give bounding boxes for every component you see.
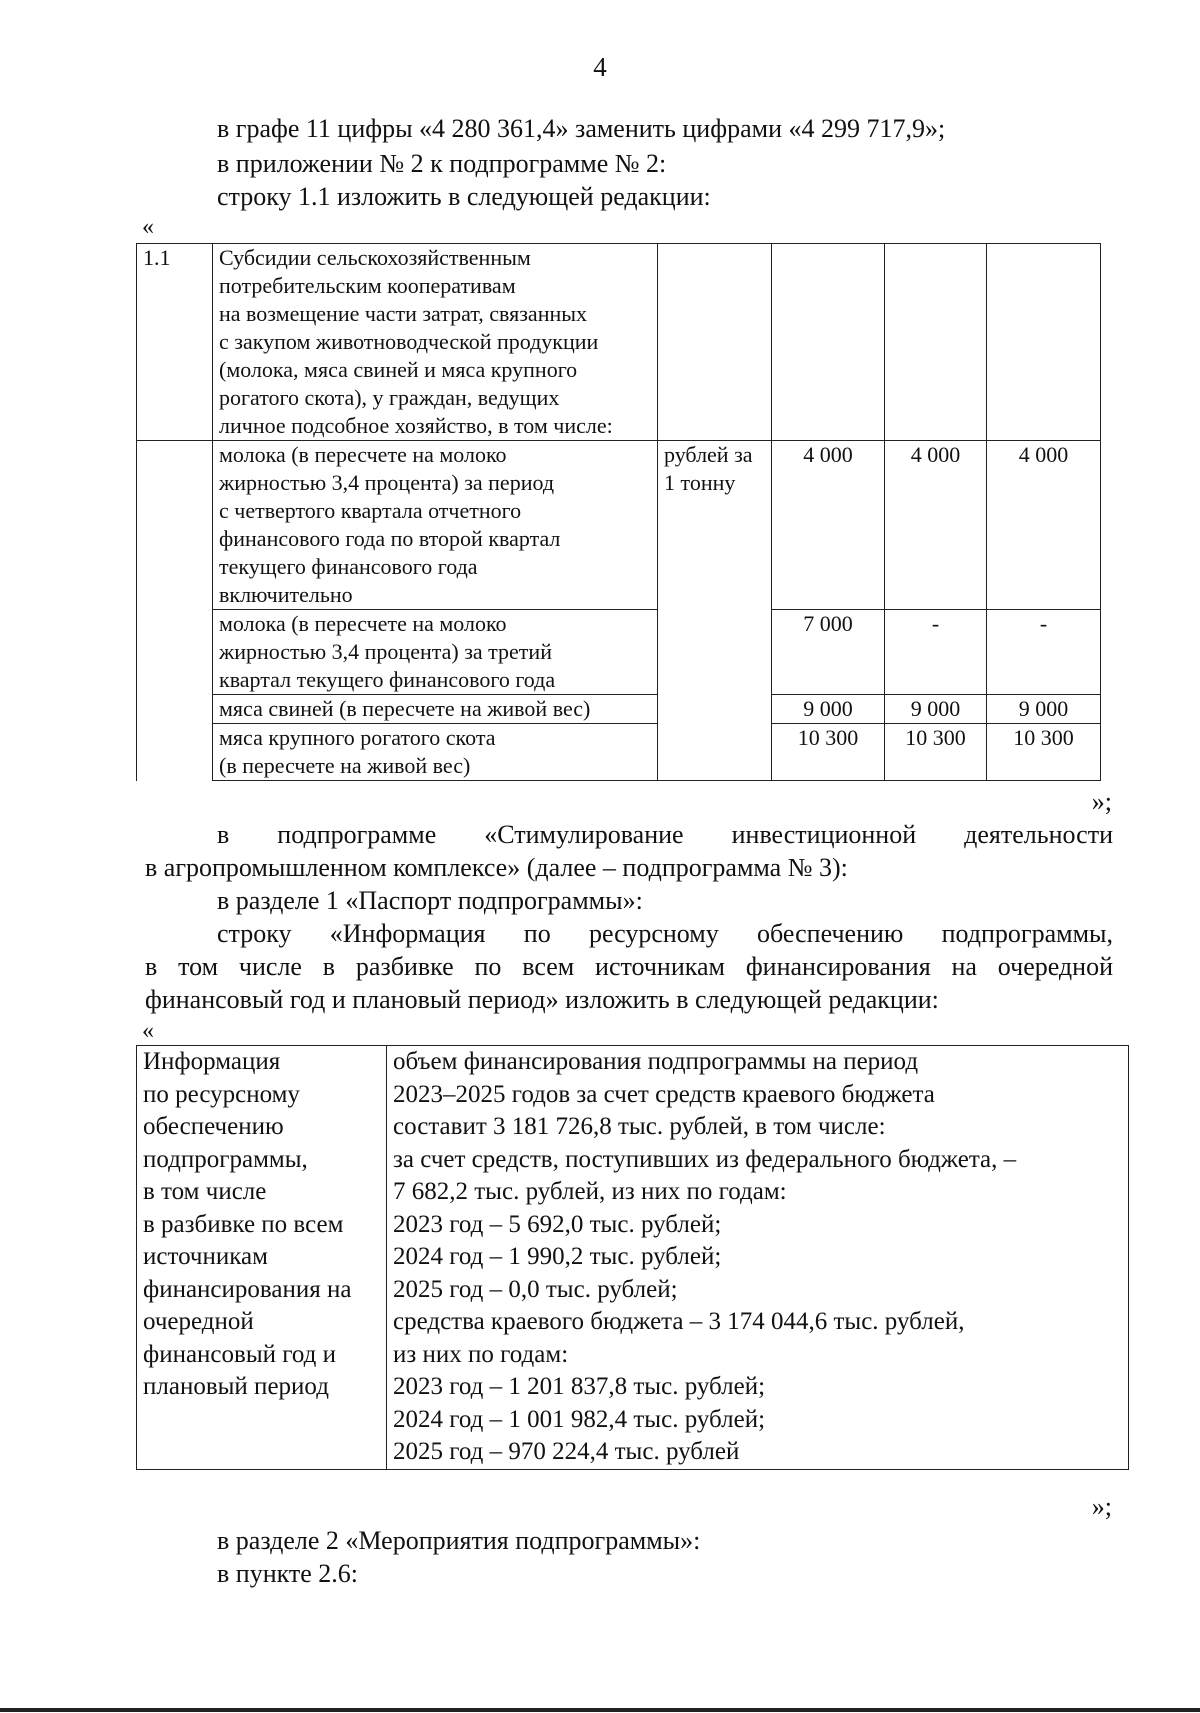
- close-quote-2: »;: [1091, 1492, 1112, 1521]
- funding-line: из них по годам:: [393, 1340, 569, 1368]
- subsidy-rates-table: [136, 243, 1101, 781]
- table-row: [137, 441, 1101, 610]
- label-line: Информация: [143, 1048, 281, 1075]
- funding-line: за счет средств, поступивших из федерального бюджета, –: [393, 1145, 1017, 1173]
- funding-line: 2023–2025 годов за счет средств краевого бюджета: [393, 1080, 935, 1108]
- row-number-cell: 1.1: [137, 244, 213, 441]
- description-line: на возмещение части затрат, связанных: [219, 301, 588, 326]
- value-cell: 10 300: [885, 724, 987, 781]
- unit-line: 1 тонну: [664, 470, 736, 495]
- funding-line: составит 3 181 726,8 тыс. рублей, в том числе:: [393, 1113, 886, 1140]
- description-line: (молока, мяса свиней и мяса крупного: [219, 357, 578, 382]
- intro-paragraph-2: в приложении № 2 к подпрограмме № 2:: [217, 149, 667, 178]
- outro-paragraph-2: в пункте 2.6:: [217, 1559, 359, 1588]
- description-line: с закупом животноводческой продукции: [219, 329, 599, 354]
- subprogram-3-paragraph-line-2: в агропромышленном комплексе» (далее – подпрограмма № 3):: [145, 853, 848, 882]
- description-line: включительно: [219, 582, 353, 607]
- description-line: жирностью 3,4 процента) за третий: [219, 639, 552, 664]
- scan-edge-line: [0, 1708, 1200, 1712]
- description-line: молока (в пересчете на молоко: [219, 611, 507, 636]
- label-line: финансовый год и: [143, 1340, 337, 1368]
- open-quote-1: «: [142, 214, 154, 240]
- unit-cell-empty: [658, 244, 772, 441]
- resource-funding-table: [136, 1045, 1129, 1470]
- item-description-cell: [213, 695, 658, 724]
- description-line: Субсидии сельскохозяйственным: [219, 245, 531, 270]
- funding-line: 2023 год – 5 692,0 тыс. рублей;: [393, 1210, 722, 1238]
- item-description-cell: [213, 610, 658, 695]
- section-1-paragraph: в разделе 1 «Паспорт подпрограммы»:: [217, 886, 643, 915]
- description-line: мяса свиней (в пересчете на живой вес): [219, 696, 591, 721]
- label-line: очередной: [143, 1308, 254, 1335]
- outro-paragraph-1: в разделе 2 «Мероприятия подпрограммы»:: [217, 1526, 701, 1555]
- description-line: личное подсобное хозяйство, в том числе:: [219, 413, 613, 438]
- main-description-cell: [213, 244, 658, 441]
- description-line: с четвертого квартала отчетного: [219, 498, 522, 523]
- description-line: жирностью 3,4 процента) за период: [219, 470, 555, 495]
- funding-line: объем финансирования подпрограммы на период: [393, 1048, 919, 1075]
- table-row: [137, 1046, 1129, 1470]
- label-line: источникам: [143, 1243, 268, 1270]
- funding-line: 2025 год – 970 224,4 тыс. рублей: [393, 1438, 740, 1465]
- label-line: плановый период: [143, 1373, 329, 1400]
- description-line: мяса крупного рогатого скота: [219, 725, 496, 750]
- value-cell-empty: [772, 244, 885, 441]
- funding-line: средства краевого бюджета – 3 174 044,6 тыс. рублей,: [393, 1308, 965, 1335]
- value-cell-empty: [885, 244, 987, 441]
- description-line: (в пересчете на живой вес): [219, 753, 471, 778]
- value-cell-empty: [987, 244, 1101, 441]
- label-line: финансирования на: [143, 1275, 352, 1303]
- item-description-cell: [213, 724, 658, 781]
- value-cell: 9 000: [772, 695, 885, 724]
- value-cell: 10 300: [772, 724, 885, 781]
- resource-row-paragraph-line-2: в том числе в разбивке по всем источникам финансирования на очередной: [145, 952, 1113, 981]
- table-row: [137, 610, 1101, 695]
- subprogram-3-paragraph-line-1: в подпрограмме «Стимулирование инвестиционной деятельности: [217, 820, 1113, 849]
- value-cell: -: [987, 610, 1101, 695]
- intro-paragraph-1: в графе 11 цифры «4 280 361,4» заменить цифрами «4 299 717,9»;: [217, 114, 946, 143]
- funding-line: 7 682,2 тыс. рублей, из них по годам:: [393, 1178, 787, 1205]
- value-cell: 4 000: [885, 441, 987, 610]
- funding-line: 2025 год – 0,0 тыс. рублей;: [393, 1275, 678, 1303]
- description-line: квартал текущего финансового года: [219, 667, 556, 692]
- description-line: потребительским кооперативам: [219, 273, 516, 298]
- funding-line: 2023 год – 1 201 837,8 тыс. рублей;: [393, 1373, 766, 1400]
- funding-details-cell: [387, 1046, 1129, 1470]
- close-quote-1: »;: [1091, 787, 1112, 816]
- description-line: финансового года по второй квартал: [219, 526, 561, 551]
- value-cell: 10 300: [987, 724, 1101, 781]
- unit-cell: [658, 441, 772, 781]
- table-row-header: [137, 244, 1101, 441]
- funding-line: 2024 год – 1 001 982,4 тыс. рублей;: [393, 1405, 766, 1433]
- label-line: в том числе: [143, 1178, 267, 1205]
- label-line: в разбивке по всем: [143, 1210, 344, 1238]
- item-description-cell: [213, 441, 658, 610]
- table-row: [137, 724, 1101, 781]
- unit-line: рублей за: [664, 442, 753, 467]
- funding-line: 2024 год – 1 990,2 тыс. рублей;: [393, 1243, 722, 1270]
- resource-row-paragraph-line-3: финансовый год и плановый период» изложить в следующей редакции:: [145, 985, 939, 1014]
- label-line: обеспечению: [143, 1113, 284, 1140]
- value-cell: 7 000: [772, 610, 885, 695]
- label-line: подпрограммы,: [143, 1145, 308, 1173]
- row-number-cell-empty: [137, 441, 213, 781]
- value-cell: -: [885, 610, 987, 695]
- resource-row-paragraph-line-1: строку «Информация по ресурсному обеспечению подпрограммы,: [217, 919, 1113, 948]
- value-cell: 4 000: [987, 441, 1101, 610]
- funding-label-cell: [137, 1046, 387, 1470]
- description-line: текущего финансового года: [219, 554, 478, 579]
- intro-paragraph-3: строку 1.1 изложить в следующей редакции:: [217, 182, 711, 211]
- open-quote-2: «: [142, 1018, 154, 1044]
- description-line: рогатого скота), у граждан, ведущих: [219, 385, 560, 410]
- value-cell: 9 000: [885, 695, 987, 724]
- page-number: 4: [593, 52, 607, 82]
- table-row: [137, 695, 1101, 724]
- value-cell: 9 000: [987, 695, 1101, 724]
- label-line: по ресурсному: [143, 1080, 300, 1108]
- value-cell: 4 000: [772, 441, 885, 610]
- description-line: молока (в пересчете на молоко: [219, 442, 507, 467]
